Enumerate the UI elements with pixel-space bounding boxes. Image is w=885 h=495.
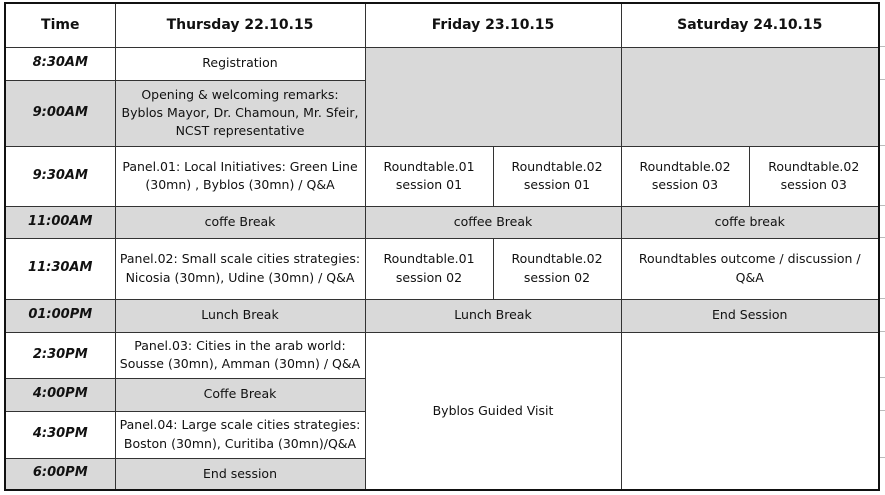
panel01-cell: Panel.01: Local Initiatives: Green Line (30mn) , Byblos (30mn) / Q&A: [115, 146, 365, 206]
gridline-stub: [880, 79, 885, 80]
time-cell: 6:00PM: [5, 458, 115, 490]
coffee-break-cell: coffe break: [621, 206, 879, 238]
panel04-cell: Panel.04: Large scale cities strategies: Boston (30mn), Curitiba (30mn)/Q&A: [115, 411, 365, 458]
time-cell: 4:30PM: [5, 411, 115, 458]
gridline-stub: [880, 457, 885, 458]
end-session-cell: End session: [115, 458, 365, 490]
time-cell: 11:30AM: [5, 238, 115, 299]
time-cell: 11:00AM: [5, 206, 115, 238]
gridline-stub: [880, 145, 885, 146]
gridline-stub: [880, 237, 885, 238]
outcome-cell: Roundtables outcome / discussion / Q&A: [621, 238, 879, 299]
header-time: Time: [5, 3, 115, 47]
gridline-stub: [880, 205, 885, 206]
coffee-break-cell: Coffe Break: [115, 378, 365, 411]
roundtable02-session03-cell: Roundtable.02 session 03: [621, 146, 749, 206]
time-cell: 8:30AM: [5, 47, 115, 80]
roundtable01-session02-cell: Roundtable.01 session 02: [365, 238, 493, 299]
opening-cell: Opening & welcoming remarks: Byblos Mayor, Dr. Chamoun, Mr. Sfeir, NCST representative: [115, 80, 365, 146]
empty-cell: [365, 47, 621, 146]
schedule-table: [4, 2, 880, 491]
panel02-cell: Panel.02: Small scale cities strategies: Nicosia (30mn), Udine (30mn) / Q&A: [115, 238, 365, 299]
header-row: [5, 3, 879, 47]
roundtable02-session02-cell: Roundtable.02 session 02: [493, 238, 621, 299]
header-saturday: Saturday 24.10.15: [621, 3, 879, 47]
gridline-stub: [880, 331, 885, 332]
time-cell: 4:00PM: [5, 378, 115, 411]
panel03-cell: Panel.03: Cities in the arab world: Sousse (30mn), Amman (30mn) / Q&A: [115, 332, 365, 378]
time-cell: 9:00AM: [5, 80, 115, 146]
table-row: [5, 238, 879, 299]
header-friday: Friday 23.10.15: [365, 3, 621, 47]
lunch-break-cell: Lunch Break: [365, 299, 621, 332]
table-row: [5, 206, 879, 238]
guided-visit-cell: Byblos Guided Visit: [365, 332, 621, 490]
empty-cell: [621, 47, 879, 146]
header-thursday: Thursday 22.10.15: [115, 3, 365, 47]
time-cell: 2:30PM: [5, 332, 115, 378]
time-cell: 9:30AM: [5, 146, 115, 206]
roundtable02-session03-cell: Roundtable.02 session 03: [749, 146, 879, 206]
end-session-cell: End Session: [621, 299, 879, 332]
table-row: [5, 299, 879, 332]
time-cell: 01:00PM: [5, 299, 115, 332]
registration-cell: Registration: [115, 47, 365, 80]
table-row: [5, 146, 879, 206]
coffee-break-cell: coffee Break: [365, 206, 621, 238]
empty-cell: [621, 332, 879, 490]
coffee-break-cell: coffe Break: [115, 206, 365, 238]
roundtable02-session01-cell: Roundtable.02 session 01: [493, 146, 621, 206]
gridline-stub: [880, 410, 885, 411]
gridline-stub: [880, 298, 885, 299]
gridline-stub: [880, 46, 885, 47]
lunch-break-cell: Lunch Break: [115, 299, 365, 332]
gridline-stub: [880, 377, 885, 378]
roundtable01-session01-cell: Roundtable.01 session 01: [365, 146, 493, 206]
table-row: [5, 332, 879, 378]
table-row: [5, 47, 879, 80]
